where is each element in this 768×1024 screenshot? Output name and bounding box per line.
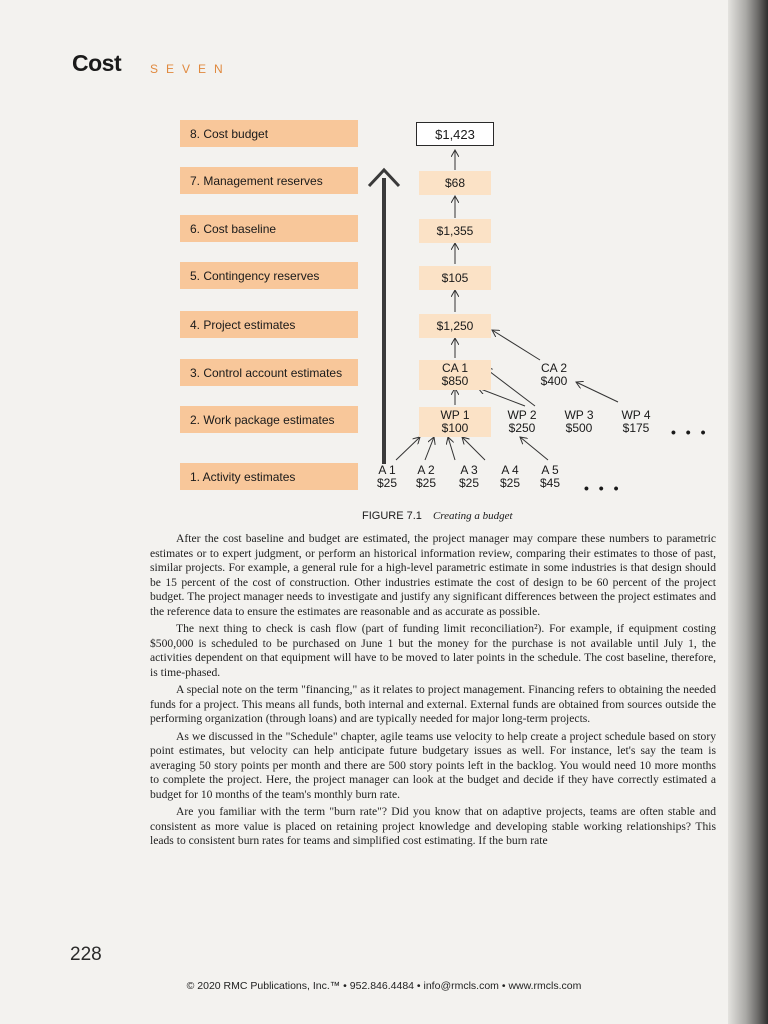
activity-value: $25 [458,476,480,490]
work-package-value: $175 [622,421,650,435]
control-account-2 [532,362,576,388]
figure-title: Creating a budget [432,510,513,522]
step-cost-baseline: 6. Cost baseline [180,215,358,242]
figure-caption [362,510,513,522]
paragraph: The next thing to check is cash flow (part of funding limit reconciliation²). For example, if equipment costing $500,000 is scheduled to be purchased on June 1 but the money for the purchase is not available until July 1, the activities dependent on that equipment will have to be moved to later points in the schedule. The cost baseline, therefore, is time-phased. [150,622,716,679]
value-project-estimates: $1,250 [419,314,491,338]
body-text [150,532,716,852]
activity-4 [495,464,525,490]
activity-5 [535,464,565,490]
work-package-3 [557,409,601,435]
work-package-name: WP 1 [440,408,470,422]
work-package-name: WP 2 [507,408,537,422]
work-package-ellipsis: • • • [671,424,709,440]
step-contingency-reserves: 5. Contingency reserves [180,262,358,289]
step-project-estimates: 4. Project estimates [180,311,358,338]
work-package-4 [614,409,658,435]
page-number: 228 [70,944,102,965]
big-upward-arrow [369,170,399,464]
chapter-title: Cost [72,50,122,76]
activity-name: A 5 [541,463,559,477]
activity-value: $25 [499,476,521,490]
activity-value: $45 [539,476,561,490]
paragraph: A special note on the term "financing," as it relates to project management. Financing refers to obtaining the needed funds for a project. This means all funds, both internal and external. External funds are obtained from sources outside the performing organization (through loans) and are typically needed for major long-term projects. [150,683,716,725]
value-cost-baseline: $1,355 [419,219,491,243]
work-package-value: $250 [508,421,536,435]
activity-name: A 2 [417,463,435,477]
activity-2 [411,464,441,490]
value-contingency-reserves: $105 [419,266,491,290]
work-package-value: $500 [565,421,593,435]
footer-copyright: © 2020 RMC Publications, Inc.™ • 952.846.4484 • info@rmcls.com • www.rmcls.com [186,980,582,992]
control-account-name: CA 2 [540,361,567,375]
work-package-1 [419,407,491,437]
paragraph: After the cost baseline and budget are estimated, the project manager may compare these numbers to parametric estimates or to expert judgment, or perform an historical information review, comparing their estimates to those of past, similar projects. For example, a general rule for a high-level parametric estimate in some industries is that design should be 15 percent of the cost of construction. Other industries estimate the cost of design to be 60 percent of the project budget. The project manager needs to investigate and justify any significant differences between the project estimates and the reference data to ensure the estimates are reasonable and as accurate as possible. [150,532,716,618]
work-package-value: $100 [441,421,469,435]
activity-ellipsis: • • • [584,480,622,496]
step-activity-estimates: 1. Activity estimates [180,463,358,490]
step-cost-budget: 8. Cost budget [180,120,358,147]
step-work-package-estimates: 2. Work package estimates [180,406,358,433]
control-account-1 [419,360,491,390]
step-management-reserves: 7. Management reserves [180,167,358,194]
control-account-value: $400 [540,374,568,388]
activity-value: $25 [415,476,437,490]
activity-value: $25 [376,476,398,490]
work-package-name: WP 4 [621,408,651,422]
activity-name: A 1 [378,463,396,477]
work-package-name: WP 3 [564,408,594,422]
paragraph: As we discussed in the "Schedule" chapter, agile teams use velocity to help create a project schedule based on story point estimates, but velocity can help anticipate future budgetary issues as well. For instance, let's say the team is averaging 50 story points per month and there are 500 story points left in the backlog. You would need 10 more months to complete the project. Here, the project manager can look at the budget and decide if they have correctly estimated a budget for 10 months of the team's monthly burn rate. [150,729,716,801]
control-account-value: $850 [441,374,469,388]
work-package-2 [500,409,544,435]
activity-1 [372,464,402,490]
control-account-name: CA 1 [441,361,468,375]
value-cost-budget: $1,423 [416,122,494,146]
activity-name: A 4 [501,463,519,477]
paragraph: Are you familiar with the term "burn rate"? Did you know that on adaptive projects, teams are often stable and consistent as more value is placed on retaining project knowledge and developing stable working relationships? This leads to consistent burn rates for teams and simplified cost estimating. If the burn rate [150,805,716,847]
figure-number: FIGURE 7.1 [362,510,422,522]
step-control-account-estimates: 3. Control account estimates [180,359,358,386]
value-management-reserves: $68 [419,171,491,195]
chapter-number: SEVEN [150,62,231,76]
activity-name: A 3 [460,463,478,477]
activity-3 [454,464,484,490]
